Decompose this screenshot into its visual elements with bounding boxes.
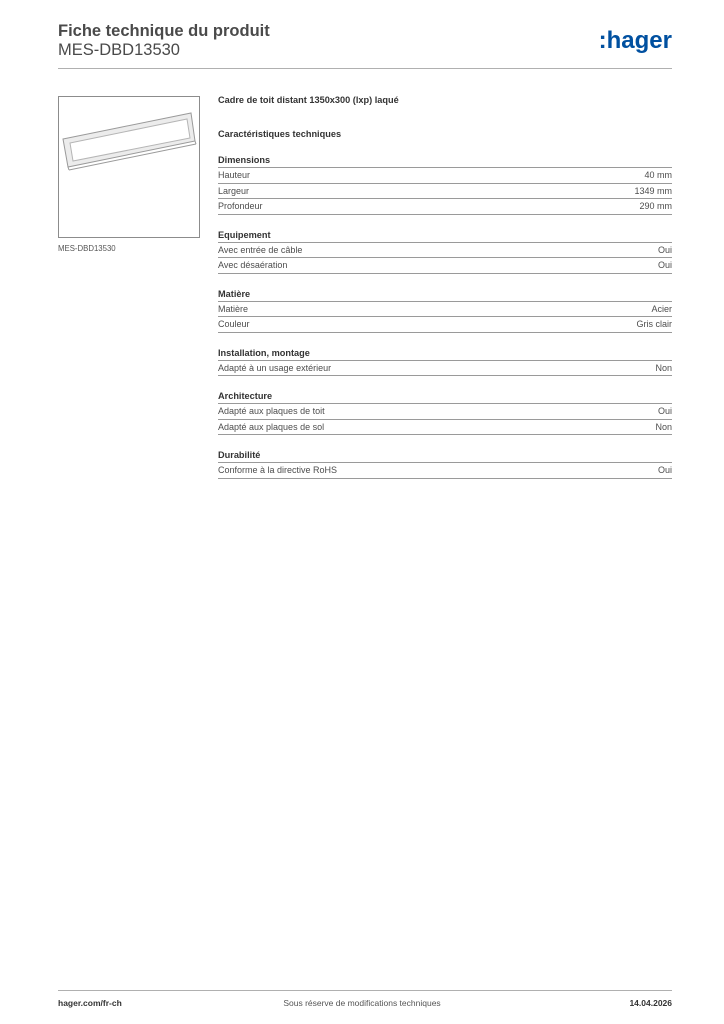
spec-label: Profondeur — [218, 201, 263, 212]
footer-divider — [58, 990, 672, 991]
spec-row — [218, 361, 672, 377]
spec-label: Avec désaération — [218, 260, 288, 271]
spec-group-installation — [218, 347, 672, 377]
spec-value: 40 mm — [644, 170, 672, 181]
spec-label: Matière — [218, 303, 249, 314]
spec-label: Adapté aux plaques de sol — [218, 421, 325, 432]
spec-row — [218, 168, 672, 184]
group-title: Installation, montage — [218, 347, 672, 361]
spec-row — [218, 404, 672, 420]
spec-group-equipement — [218, 229, 672, 274]
spec-row — [218, 184, 672, 200]
group-title: Equipement — [218, 229, 672, 243]
product-reference: MES-DBD13530 — [58, 41, 180, 59]
spec-value: Oui — [657, 465, 672, 476]
spec-group-dimensions — [218, 154, 672, 215]
specs-heading: Caractéristiques techniques — [218, 129, 342, 139]
image-caption: MES-DBD13530 — [58, 244, 116, 253]
spec-row — [218, 463, 672, 479]
footer-date: 14.04.2026 — [629, 998, 672, 1008]
spec-value: 1349 mm — [634, 185, 672, 196]
spec-value: Acier — [651, 303, 672, 314]
spec-row — [218, 317, 672, 333]
spec-value: Oui — [657, 244, 672, 255]
footer-disclaimer: Sous réserve de modifications techniques — [283, 998, 441, 1008]
group-title: Matière — [218, 288, 672, 302]
header-divider — [58, 68, 672, 69]
page-title: Fiche technique du produit — [58, 22, 270, 40]
spec-label: Couleur — [218, 319, 250, 330]
spec-value: Oui — [657, 406, 672, 417]
product-image — [58, 96, 200, 238]
spec-label: Conforme à la directive RoHS — [218, 465, 338, 476]
hager-logo — [592, 26, 672, 56]
spec-row — [218, 258, 672, 274]
spec-value: Non — [655, 362, 672, 373]
spec-group-matiere — [218, 288, 672, 333]
group-title: Architecture — [218, 390, 672, 404]
logo-text: :hager — [598, 27, 672, 54]
spec-label: Largeur — [218, 185, 250, 196]
spec-group-durabilite — [218, 449, 672, 479]
product-details — [218, 94, 672, 479]
group-title: Durabilité — [218, 449, 672, 463]
spec-value: Non — [655, 421, 672, 432]
spec-label: Adapté aux plaques de toit — [218, 406, 325, 417]
spec-label: Hauteur — [218, 170, 251, 181]
spec-label: Avec entrée de câble — [218, 244, 303, 255]
spec-value: 290 mm — [639, 201, 672, 212]
roof-frame-image — [59, 97, 199, 237]
footer-website-link[interactable]: hager.com/fr-ch — [58, 998, 122, 1008]
spec-row — [218, 420, 672, 436]
spec-label: Adapté à un usage extérieur — [218, 362, 332, 373]
spec-row — [218, 199, 672, 215]
spec-value: Gris clair — [636, 319, 672, 330]
spec-value: Oui — [657, 260, 672, 271]
spec-group-architecture — [218, 390, 672, 435]
spec-row — [218, 302, 672, 318]
spec-row — [218, 243, 672, 259]
group-title: Dimensions — [218, 154, 672, 168]
product-description: Cadre de toit distant 1350x300 (lxp) laqué — [218, 95, 399, 105]
page-header — [58, 20, 672, 70]
